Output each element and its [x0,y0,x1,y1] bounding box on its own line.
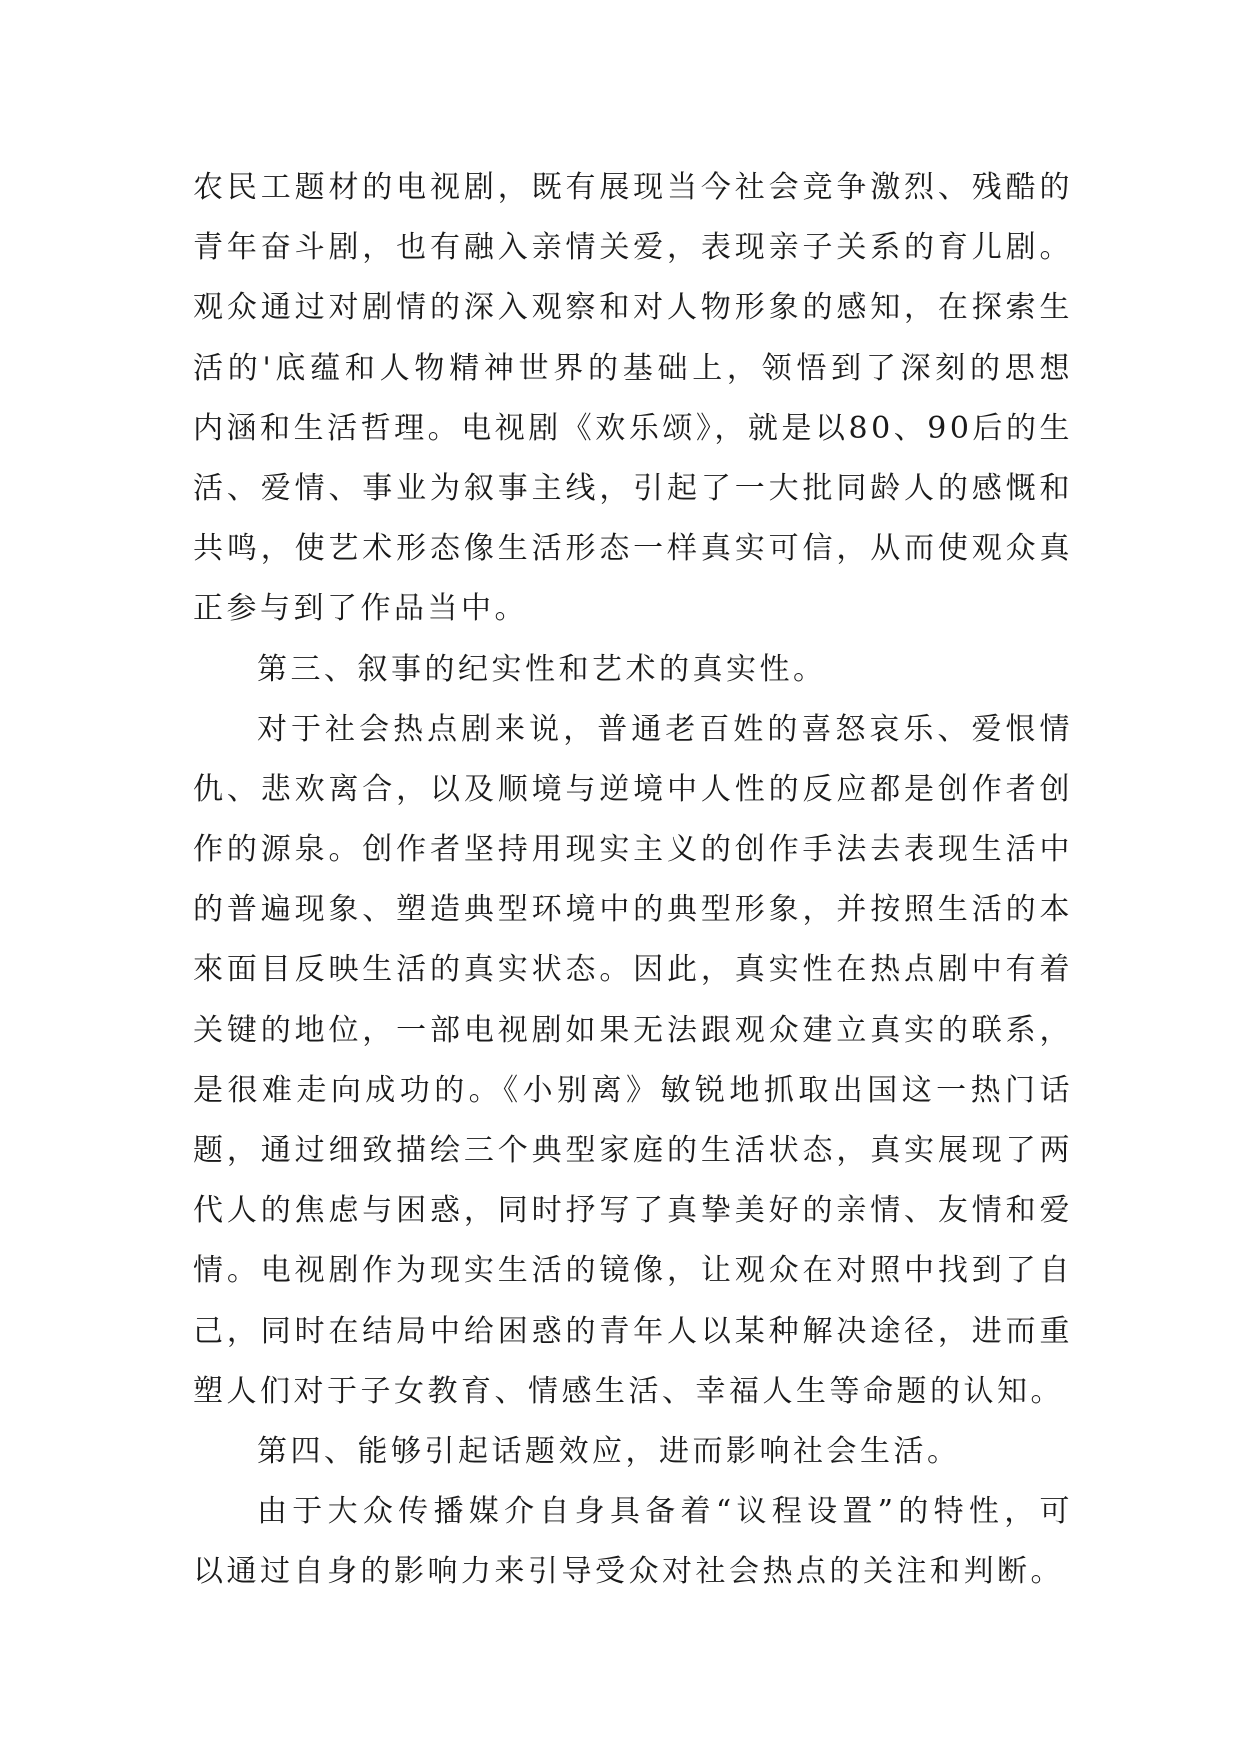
text-line: 的普遍现象、塑造典型环境中的典型形象，并按照生活的本 [193,892,1073,928]
text-line: 是很难走向成功的。《小别离》敏锐地抓取出国这一热门话 [193,1072,1073,1108]
document-body [193,158,1073,1603]
text-line: 活、爱情、事业为叙事主线，引起了一大批同龄人的感慨和 [193,470,1073,506]
text-line: 來面目反映生活的真实状态。因此，真实性在热点剧中有着 [193,952,1073,988]
text-line: 以通过自身的影响力来引导受众对社会热点的关注和判断。 [193,1554,1064,1590]
text-line: 由于大众传播媒介自身具备着“议程设置”的特性，可 [257,1494,1073,1530]
text-line: 塑人们对于子女教育、情感生活、幸福人生等命题的认知。 [193,1373,1064,1409]
text-line: 第三、叙事的纪实性和艺术的真实性。 [257,651,827,687]
text-line: 情。电视剧作为现实生活的镜像，让观众在对照中找到了自 [193,1253,1073,1289]
text-line: 活的'底蕴和人物精神世界的基础上，领悟到了深刻的思想 [193,350,1073,386]
text-line: 代人的焦虑与困惑，同时抒写了真挚美好的亲情、友情和爱 [193,1193,1073,1229]
text-line: 农民工题材的电视剧，既有展现当今社会竞争激烈、残酷的 [193,170,1073,205]
text-line: 观众通过对剧情的深入观察和对人物形象的感知，在探索生 [193,290,1073,326]
text-line: 共鸣，使艺术形态像生活形态一样真实可信，从而使观众真 [193,531,1073,567]
text-line: 己，同时在结局中给困惑的青年人以某种解决途径，进而重 [193,1313,1073,1349]
text-line: 正参与到了作品当中。 [193,591,528,627]
text-line: 对于社会热点剧来说，普通老百姓的喜怒哀乐、爱恨情 [257,711,1073,747]
text-line: 题，通过细致描绘三个典型家庭的生活状态，真实展现了两 [193,1133,1073,1168]
text-line: 仇、悲欢离合，以及顺境与逆境中人性的反应都是创作者创 [193,771,1073,807]
text-line: 关键的地位，一部电视剧如果无法跟观众建立真实的联系， [193,1012,1073,1048]
text-line: 第四、能够引起话题效应，进而影响社会生活。 [257,1433,961,1469]
text-line: 内涵和生活哲理。电视剧《欢乐颂》，就是以80、90后的生 [193,410,1073,446]
text-line: 青年奋斗剧，也有融入亲情关爱，表现亲子关系的育儿剧。 [193,230,1073,266]
text-line: 作的源泉。创作者坚持用现实主义的创作手法去表现生活中 [193,832,1073,868]
